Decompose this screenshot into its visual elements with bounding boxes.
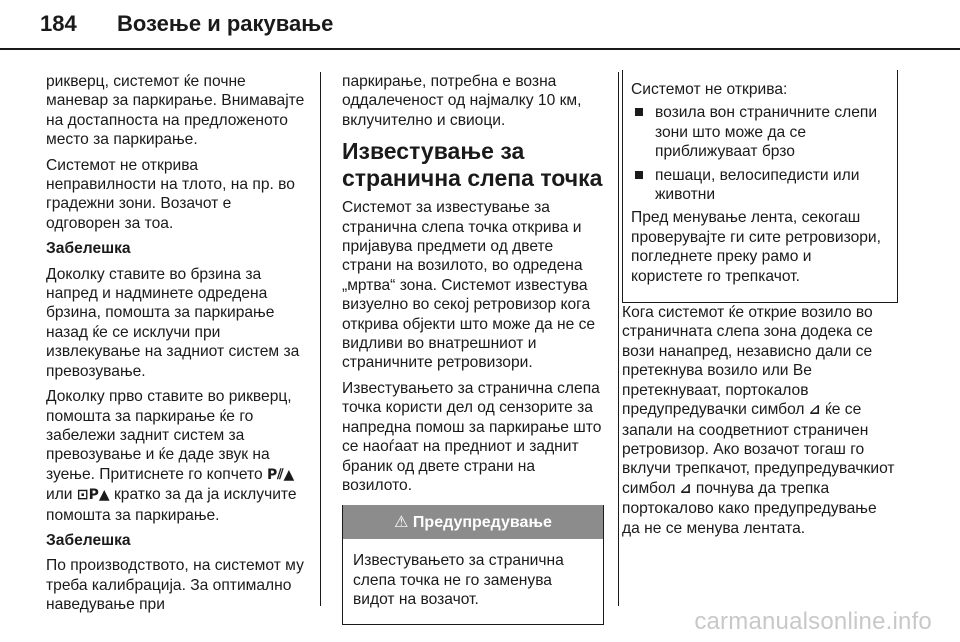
- column-divider: [618, 72, 619, 606]
- list-item: [631, 166, 887, 205]
- column-1: [46, 72, 308, 621]
- column-divider: [320, 72, 321, 606]
- column-2: [342, 72, 604, 625]
- warning-text: Известувањето за странична слепа точка не го заменува видот на возачот.: [353, 552, 564, 609]
- column-3: [622, 72, 898, 544]
- info-box: [622, 70, 898, 303]
- warning-box: [342, 505, 604, 624]
- section-heading: Известување за странична слепа точка: [342, 138, 603, 192]
- list-item-text: пешаци, велосипедисти или животни: [655, 166, 860, 204]
- paragraph-tail: кратко за да ја исклучите помошта за паркирање.: [46, 486, 297, 524]
- note-title: Забелешка: [46, 531, 131, 549]
- warning-title: Предупредување: [412, 514, 552, 532]
- bullet-square-icon: [635, 171, 643, 179]
- warning-body: [343, 539, 603, 623]
- paragraph: Системот за известување за странична слепа точка открива и пријавува предмети од двете страни на возилото, во одредена „мртва“ зона. Системот известува визуелно во секој ретровизор кога открива објекти што може да не се видливи во внатрешниот и страничните ретровизори.: [342, 199, 596, 372]
- watermark: carmanualsonline.info: [694, 608, 932, 635]
- paragraph-with-symbols: [622, 303, 898, 538]
- list-item-text: возила вон страничните слепи зони што може да се приближуваат брзо: [655, 104, 878, 161]
- page-title: Возење и ракување: [117, 11, 334, 36]
- paragraph: паркирање, потребна е возна оддалеченост од најмалку 10 км, вклучително и свиоци.: [342, 73, 582, 129]
- page-header: [0, 0, 960, 50]
- blind-spot-warning-icon: ⊿: [808, 402, 821, 419]
- paragraph-with-buttons: [46, 387, 308, 525]
- paragraph: рикверц, системот ќе почне маневар за паркирање. Внимавајте на достапноста на предложеното место за паркирање.: [46, 73, 305, 149]
- advanced-park-assist-button-icon: ⊡P▲: [76, 487, 110, 504]
- park-assist-button-icon: P⫽▲: [266, 466, 295, 483]
- warning-header: [343, 505, 603, 539]
- info-outro: Пред менување лента, секогаш проверувајте ги сите ретровизори, погледнете преку рамо и користете го трепкачот.: [631, 209, 881, 285]
- info-intro: Системот не открива:: [631, 81, 788, 98]
- note-body: По производството, на системот му треба калибрација. За оптимално наведување при: [46, 557, 304, 614]
- paragraph-text: ќе се запали на соодветниот страничен ретровизор. Ако возачот тогаш го вклучи трепкачот, предупредувачкиот симбол: [622, 401, 895, 497]
- blind-spot-warning-icon: ⊿: [679, 480, 692, 497]
- paragraph-or: или: [46, 486, 73, 504]
- page-number: 184: [40, 11, 77, 36]
- note-title: Забелешка: [46, 240, 131, 258]
- paragraph-text: Доколку прво ставите во рикверц, помошта за паркирање ќе го забележи заднит систем за превозување и ќе даде звук на зуење. Притиснете го копчето: [46, 388, 292, 483]
- list-item: [631, 103, 887, 161]
- note-body: Доколку ставите во брзина за напред и надминете одредена брзина, помошта за паркирање назад ќе се исклучи при извлекување на задниот систем за превозување.: [46, 265, 300, 380]
- bullet-square-icon: [635, 108, 643, 116]
- paragraph-text: Кога системот ќе открие возило во страничната слепа зона додека се вози нанапред, независно дали се претекнува возило или Ве претекнуваат, портокалов предупредувачки симбол: [622, 304, 873, 419]
- paragraph-text: почнува да трепка портокалово како предупредување да не се менува лентата.: [622, 479, 877, 537]
- paragraph: Системот не открива неправилности на тлото, на пр. во градежни зони. Возачот е одговорен за тоа.: [46, 156, 295, 232]
- warning-triangle-icon: ⚠: [394, 512, 409, 532]
- paragraph: Известувањето за странична слепа точка користи дел од сензорите за напредна помош за паркирање што се наоѓаат на предниот и заднит браник од двете страни на возилото.: [342, 379, 602, 494]
